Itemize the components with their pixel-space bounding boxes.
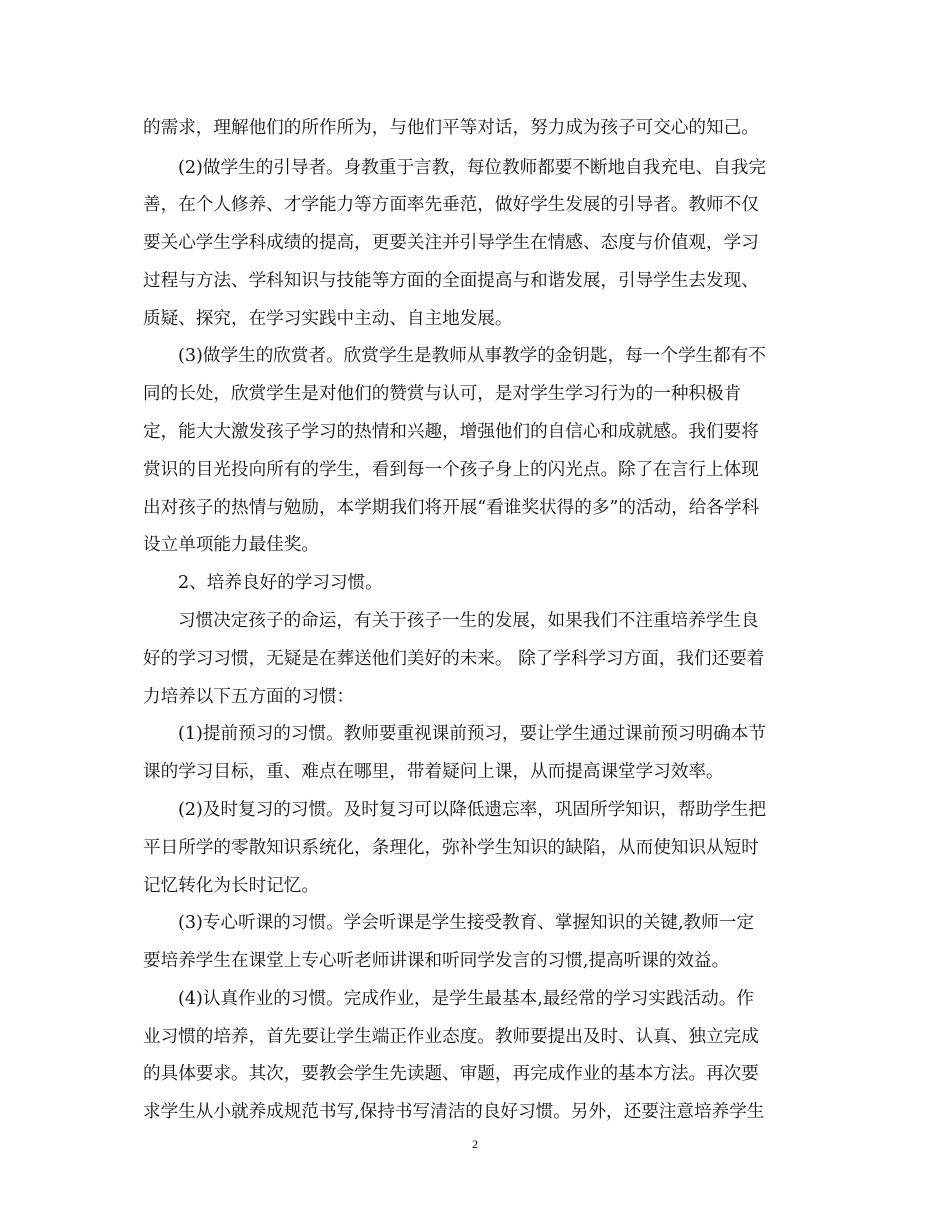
text-line: (3)做学生的欣赏者。欣赏学生是教师从事教学的金钥匙，每一个学生都有不	[178, 346, 766, 366]
text-line: 好的学习习惯，无疑是在葬送他们美好的未来。 除了学科学习方面，我们还要着	[143, 649, 765, 669]
text-line: 善，在个人修养、才学能力等方面率先垂范，做好学生发展的引导者。教师不仅	[143, 195, 759, 215]
text-line: 设立单项能力最佳奖。	[143, 535, 319, 555]
text-line: 定，能大大激发孩子学习的热情和兴趣，增强他们的自信心和成就感。我们要将	[143, 422, 759, 442]
text-line: (2)及时复习的习惯。及时复习可以降低遗忘率，巩固所学知识，帮助学生把	[178, 800, 766, 820]
text-line: 平日所学的零散知识系统化，条理化，弥补学生知识的缺陷，从而使知识从短时	[143, 838, 759, 858]
page-number: 2	[472, 1137, 478, 1151]
text-line: 要关心学生学科成绩的提高，更要关注并引导学生在情感、态度与价值观，学习	[143, 233, 759, 253]
text-line: 过程与方法、学科知识与技能等方面的全面提高与和谐发展，引导学生去发现、	[143, 271, 759, 291]
text-line: 同的长处，欣赏学生是对他们的赞赏与认可，是对学生学习行为的一种积极肯	[143, 384, 742, 404]
text-line: 的需求，理解他们的所作所为，与他们平等对话，努力成为孩子可交心的知己。	[143, 118, 759, 138]
text-line: (2)做学生的引导者。身教重于言教，每位教师都要不断地自我充电、自我完	[178, 158, 766, 178]
text-line: 的具体要求。其次，要教会学生先读题、审题，再完成作业的基本方法。再次要	[143, 1064, 759, 1084]
text-line: 出对孩子的热情与勉励，本学期我们将开展“看谁奖状得的多”的活动，给各学科	[143, 498, 760, 518]
text-line: 要培养学生在课堂上专心听老师讲课和听同学发言的习惯,提高听课的效益。	[143, 951, 730, 971]
text-line: 记忆转化为长时记忆。	[143, 876, 319, 896]
text-line: 质疑、探究，在学习实践中主动、自主地发展。	[143, 309, 513, 329]
text-line: (1)提前预习的习惯。教师要重视课前预习，要让学生通过课前预习明确本节	[178, 724, 766, 744]
text-line: 力培养以下五方面的习惯：	[143, 687, 355, 707]
text-line: (4)认真作业的习惯。完成作业，是学生最基本,最经常的学习实践活动。作	[178, 989, 754, 1009]
text-line: 求学生从小就养成规范书写,保持书写清洁的良好习惯。另外，还要注意培养学生	[143, 1102, 765, 1122]
section-heading: 2、培养良好的学习习惯。	[178, 573, 383, 593]
text-line: (3)专心听课的习惯。学会听课是学生接受教育、掌握知识的关键,教师一定	[178, 913, 754, 933]
text-line: 课的学习目标，重、难点在哪里，带着疑问上课，从而提高课堂学习效率。	[143, 762, 724, 782]
text-line: 赏识的目光投向所有的学生，看到每一个孩子身上的闪光点。除了在言行上体现	[143, 460, 759, 480]
text-line: 业习惯的培养，首先要让学生端正作业态度。教师要提出及时、认真、独立完成	[143, 1027, 759, 1047]
text-line: 习惯决定孩子的命运，有关于孩子一生的发展，如果我们不注重培养学生良	[178, 611, 759, 631]
